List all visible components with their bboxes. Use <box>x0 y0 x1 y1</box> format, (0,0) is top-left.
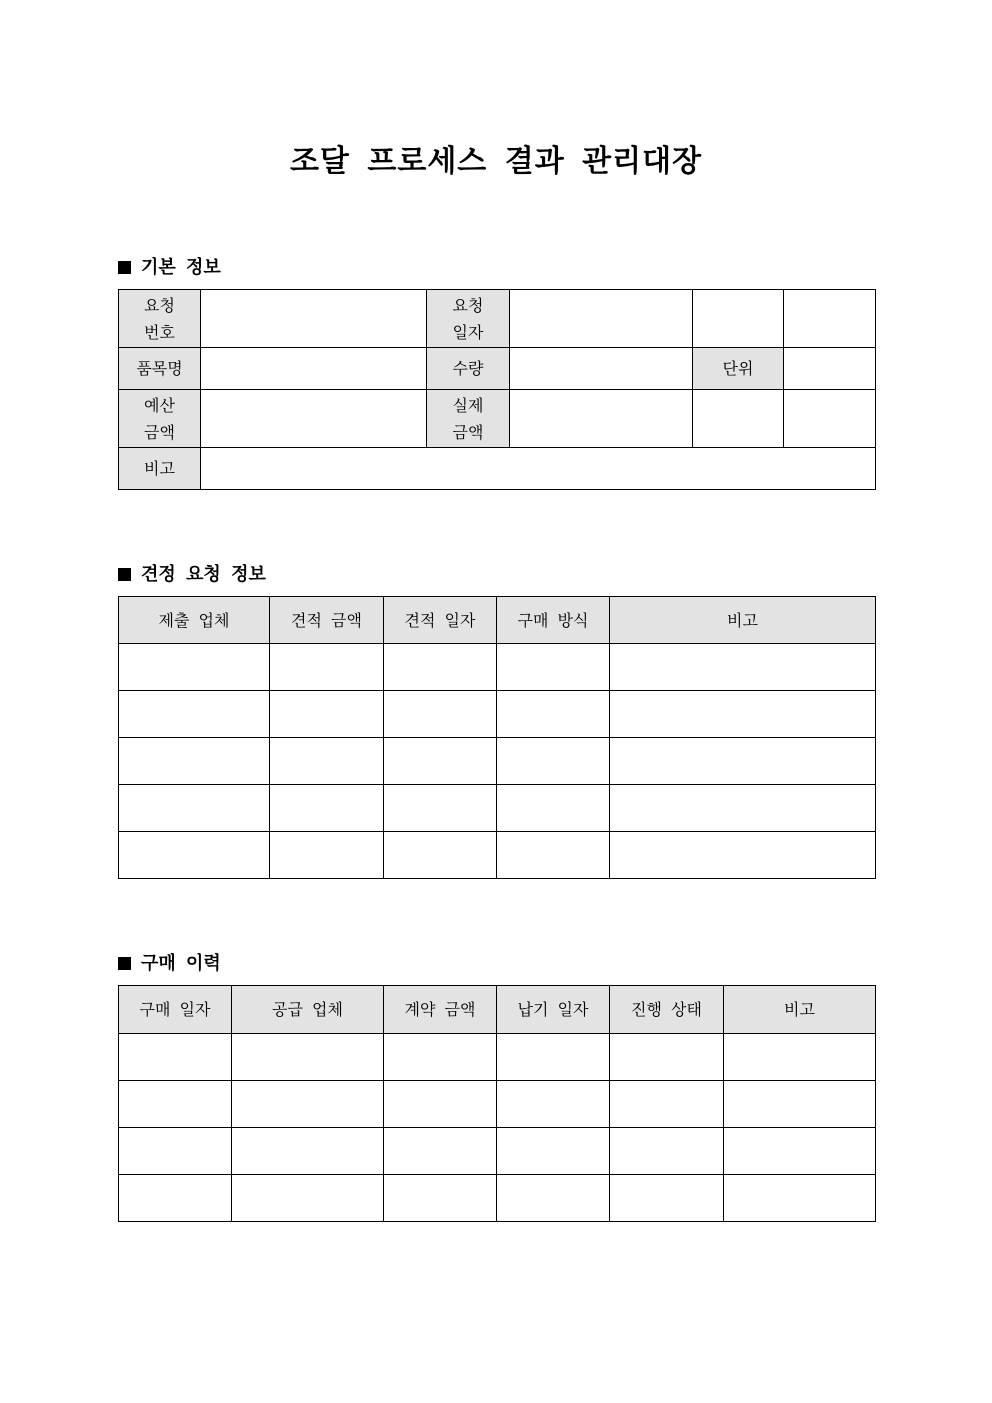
table-cell[interactable] <box>232 1034 384 1081</box>
table-cell[interactable] <box>270 785 384 832</box>
field-remarks[interactable] <box>201 448 876 490</box>
table-cell[interactable] <box>119 1081 232 1128</box>
column-header: 비고 <box>610 597 876 644</box>
table-cell[interactable] <box>724 1034 876 1081</box>
table-cell[interactable] <box>610 832 876 879</box>
label-actual-amount: 실제 금액 <box>427 390 510 448</box>
table-cell[interactable] <box>119 1175 232 1222</box>
table-cell[interactable] <box>497 785 610 832</box>
table-cell[interactable] <box>119 1034 232 1081</box>
field-unit[interactable] <box>784 348 876 390</box>
column-header: 구매 방식 <box>497 597 610 644</box>
table-cell[interactable] <box>119 1128 232 1175</box>
section-heading-purchase <box>118 949 221 975</box>
section-heading-basic-text: 기본 정보 <box>141 257 221 278</box>
table-cell[interactable] <box>384 644 497 691</box>
label-request-date: 요청 일자 <box>427 290 510 348</box>
field-quantity[interactable] <box>510 348 693 390</box>
table-row <box>119 1175 876 1222</box>
label-remarks: 비고 <box>119 448 201 490</box>
table-cell[interactable] <box>119 785 270 832</box>
basic-info-table <box>118 289 876 490</box>
section-heading-basic <box>118 253 221 279</box>
column-header: 구매 일자 <box>119 986 232 1034</box>
table-cell[interactable] <box>384 1128 497 1175</box>
table-cell[interactable] <box>610 691 876 738</box>
column-header: 견적 일자 <box>384 597 497 644</box>
field-request-number[interactable] <box>201 290 427 348</box>
table-row <box>119 1081 876 1128</box>
table-cell[interactable] <box>384 1175 497 1222</box>
field-item-name[interactable] <box>201 348 427 390</box>
field-extra-4[interactable] <box>784 390 876 448</box>
field-extra-1[interactable] <box>693 290 784 348</box>
table-cell[interactable] <box>270 832 384 879</box>
table-cell[interactable] <box>610 1081 724 1128</box>
table-cell[interactable] <box>232 1175 384 1222</box>
table-cell[interactable] <box>384 1034 497 1081</box>
label-budget-amount: 예산 금액 <box>119 390 201 448</box>
table-cell[interactable] <box>610 644 876 691</box>
label-quantity: 수량 <box>427 348 510 390</box>
table-cell[interactable] <box>270 644 384 691</box>
table-cell[interactable] <box>497 832 610 879</box>
table-cell[interactable] <box>119 644 270 691</box>
section-heading-quote <box>118 560 266 586</box>
table-cell[interactable] <box>497 1128 610 1175</box>
table-row <box>119 785 876 832</box>
table-cell[interactable] <box>384 691 497 738</box>
column-header: 진행 상태 <box>610 986 724 1034</box>
table-cell[interactable] <box>232 1081 384 1128</box>
column-header: 견적 금액 <box>270 597 384 644</box>
table-cell[interactable] <box>497 738 610 785</box>
column-header: 납기 일자 <box>497 986 610 1034</box>
field-extra-3[interactable] <box>693 390 784 448</box>
field-extra-2[interactable] <box>784 290 876 348</box>
table-row <box>119 691 876 738</box>
table-cell[interactable] <box>384 738 497 785</box>
table-cell[interactable] <box>384 832 497 879</box>
table-cell[interactable] <box>610 1175 724 1222</box>
label-item-name: 품목명 <box>119 348 201 390</box>
table-cell[interactable] <box>497 644 610 691</box>
table-row <box>119 832 876 879</box>
section-heading-quote-text: 견정 요청 정보 <box>141 564 266 585</box>
table-cell[interactable] <box>610 785 876 832</box>
table-cell[interactable] <box>119 691 270 738</box>
column-header: 비고 <box>724 986 876 1034</box>
table-cell[interactable] <box>384 785 497 832</box>
table-cell[interactable] <box>497 691 610 738</box>
table-cell[interactable] <box>610 1034 724 1081</box>
section-heading-purchase-text: 구매 이력 <box>141 953 221 974</box>
column-header: 계약 금액 <box>384 986 497 1034</box>
field-request-date[interactable] <box>510 290 693 348</box>
table-cell[interactable] <box>724 1128 876 1175</box>
table-cell[interactable] <box>270 691 384 738</box>
table-cell[interactable] <box>270 738 384 785</box>
table-row <box>119 1128 876 1175</box>
table-row <box>119 1034 876 1081</box>
square-bullet-icon <box>118 568 131 581</box>
purchase-history-table <box>118 985 876 1222</box>
table-cell[interactable] <box>119 832 270 879</box>
table-cell[interactable] <box>497 1081 610 1128</box>
table-cell[interactable] <box>232 1128 384 1175</box>
quote-request-table <box>118 596 876 879</box>
table-cell[interactable] <box>610 1128 724 1175</box>
square-bullet-icon <box>118 261 131 274</box>
label-request-number: 요청 번호 <box>119 290 201 348</box>
label-unit: 단위 <box>693 348 784 390</box>
table-cell[interactable] <box>384 1081 497 1128</box>
column-header: 제출 업체 <box>119 597 270 644</box>
column-header: 공급 업체 <box>232 986 384 1034</box>
table-cell[interactable] <box>724 1081 876 1128</box>
table-row <box>119 738 876 785</box>
table-cell[interactable] <box>610 738 876 785</box>
field-budget-amount[interactable] <box>201 390 427 448</box>
field-actual-amount[interactable] <box>510 390 693 448</box>
table-row <box>119 644 876 691</box>
table-cell[interactable] <box>724 1175 876 1222</box>
page-title: 조달 프로세스 결과 관리대장 <box>289 144 703 179</box>
table-cell[interactable] <box>497 1175 610 1222</box>
table-cell[interactable] <box>497 1034 610 1081</box>
square-bullet-icon <box>118 957 131 970</box>
table-cell[interactable] <box>119 738 270 785</box>
